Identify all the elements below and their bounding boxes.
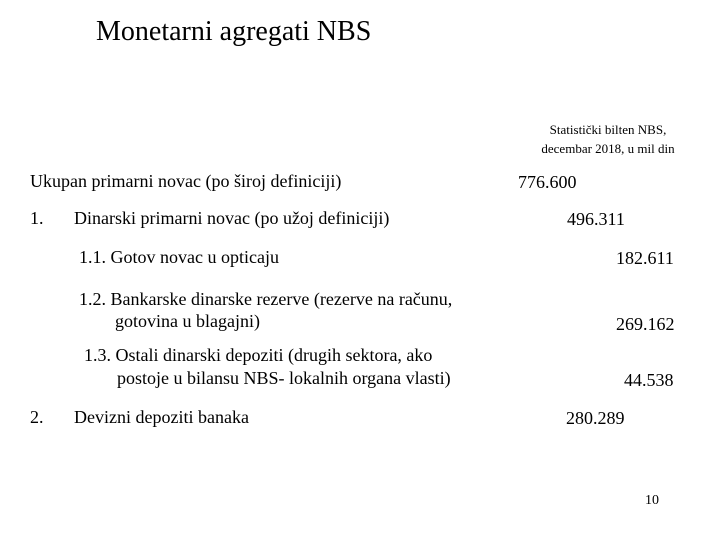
- source-note-line-2: decembar 2018, u mil din: [541, 141, 675, 156]
- row-1-1-value: 182.611: [616, 248, 674, 268]
- row-total-value: 776.600: [518, 172, 577, 192]
- row-1-number: 1.: [30, 208, 44, 228]
- row-2-number: 2.: [30, 407, 44, 427]
- page-number: 10: [645, 493, 659, 508]
- source-note-line-1: Statistički bilten NBS,: [549, 122, 667, 137]
- row-1-2-label-line-2: gotovina u blagajni): [115, 311, 260, 331]
- row-total-label: Ukupan primarni novac (po široj definiciji): [30, 171, 342, 191]
- row-1-3-label-line-2: postoje u bilansu NBS- lokalnih organa vlasti): [117, 368, 451, 388]
- row-1-2-value: 269.162: [616, 314, 675, 334]
- row-1-2-label-line-1: 1.2. Bankarske dinarske rezerve (rezerve na računu,: [79, 289, 453, 309]
- row-1-3-label-line-1: 1.3. Ostali dinarski depoziti (drugih sektora, ako: [84, 345, 433, 365]
- row-1-3-value: 44.538: [624, 370, 674, 390]
- row-1-label: Dinarski primarni novac (po užoj definiciji): [74, 208, 390, 228]
- page-title: Monetarni agregati NBS: [96, 16, 372, 47]
- row-2-label: Devizni depoziti banaka: [74, 407, 249, 427]
- row-1-1-label: 1.1. Gotov novac u opticaju: [79, 247, 279, 267]
- source-note: [520, 120, 696, 158]
- row-1-value: 496.311: [567, 209, 625, 229]
- row-2-value: 280.289: [566, 408, 625, 428]
